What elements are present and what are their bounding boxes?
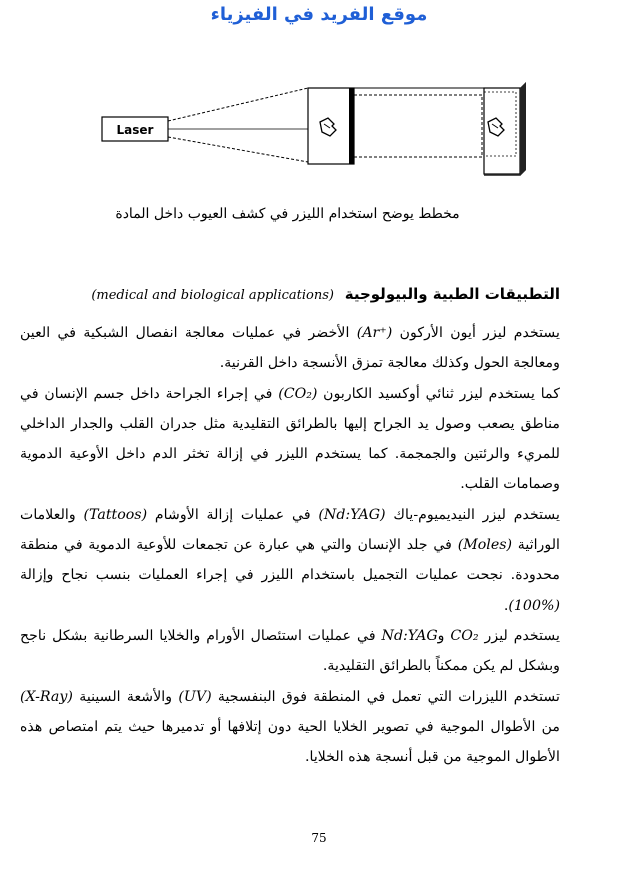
text-run: يستخدم ليزر أيون الأركون (392, 325, 561, 341)
latin-term: (Ar⁺) (356, 325, 393, 341)
paragraph-co2 (20, 379, 560, 500)
text-run: والعلامات الوراثية (20, 506, 560, 554)
text-run: والأشعة السينية (72, 688, 179, 705)
body-text (20, 318, 560, 772)
latin-term: CO₂ (450, 627, 479, 644)
latin-term: Nd:YAG (381, 627, 438, 644)
paragraph-ndyag (20, 500, 560, 621)
latin-term: (Tattoos) (83, 506, 148, 523)
text-run: في عمليات استئصال الأورام والخلايا السرطانية بشكل ناجح وبشكل لم يكن ممكناً بالطرائق التقليدية. (20, 627, 560, 675)
text-run: يستخدم ليزر (478, 627, 560, 644)
section-title-english: (medical and biological applications) (91, 288, 334, 303)
latin-term: (CO₂) (278, 385, 318, 402)
section-heading (91, 285, 560, 303)
latin-term: (Nd:YAG) (318, 506, 386, 523)
text-run: يستخدم ليزر النيديميوم-ياك (385, 506, 560, 523)
text-run: في عمليات إزالة الأوشام (147, 506, 319, 523)
diagram-caption: مخطط يوضح استخدام الليزر في كشف العيوب داخل المادة (115, 206, 460, 222)
latin-term: (Moles) (457, 537, 513, 554)
beam-line-top (168, 88, 308, 121)
site-header-title: موقع الفريد في الفيزياء (210, 4, 428, 25)
text-run: من الأطوال الموجية في تصوير الخلايا الحية دون إتلافها أو تدميرها حيث يتم امتصاص هذه الأطوال الموجية من قبل أنسجة هذه الخلايا. (20, 718, 560, 766)
text-run: في إجراء الجراحة داخل جسم الإنسان في مناطق يصعب وصول يد الجراح إليها بالطرائق التقليدية مثل جدران القلب والجدار الداخلي للمريء والرئتين والجمجمة. كما يستخدم الليزر في إزالة تخثر الدم داخل الأوعية الدموية وصمامات القلب. (20, 385, 560, 493)
paragraph-tumors (20, 621, 560, 682)
transmission-region (354, 95, 482, 157)
laser-label: Laser (116, 123, 154, 137)
paragraph-argon (20, 318, 560, 379)
text-run: و (437, 627, 451, 644)
latin-term: (X-Ray) (20, 688, 73, 705)
laser-defect-diagram (0, 78, 638, 188)
detector-block-edge (520, 82, 526, 176)
latin-term: (UV) (178, 688, 212, 705)
text-run: في جلد الإنسان والتي هي عبارة عن تجمعات للأوعية الدموية في منطقة محدودة. نجحت عمليات التجميل باستخدام الليزر في إجراء العمليات بنسب نجاح وإزالة (20, 537, 560, 584)
paragraph-uv-xray (20, 682, 560, 773)
text-run: الأخضر في عمليات معالجة انفصال الشبكية في العين ومعالجة الحول وكذلك معالجة تمزق الأنسجة داخل القرنية. (20, 325, 560, 372)
sample-slab-side (349, 88, 354, 164)
section-title-arabic: التطبيقات الطبية والبيولوجية (344, 285, 560, 303)
text-run: كما يستخدم ليزر ثنائي أوكسيد الكاربون (317, 385, 560, 402)
page-number: 75 (311, 831, 327, 845)
latin-term: (100%) (508, 597, 560, 614)
text-run: تستخدم الليزرات التي تعمل في المنطقة فوق البنفسجية (211, 688, 560, 705)
text-run: . (503, 597, 509, 614)
beam-line-bottom (168, 137, 308, 162)
